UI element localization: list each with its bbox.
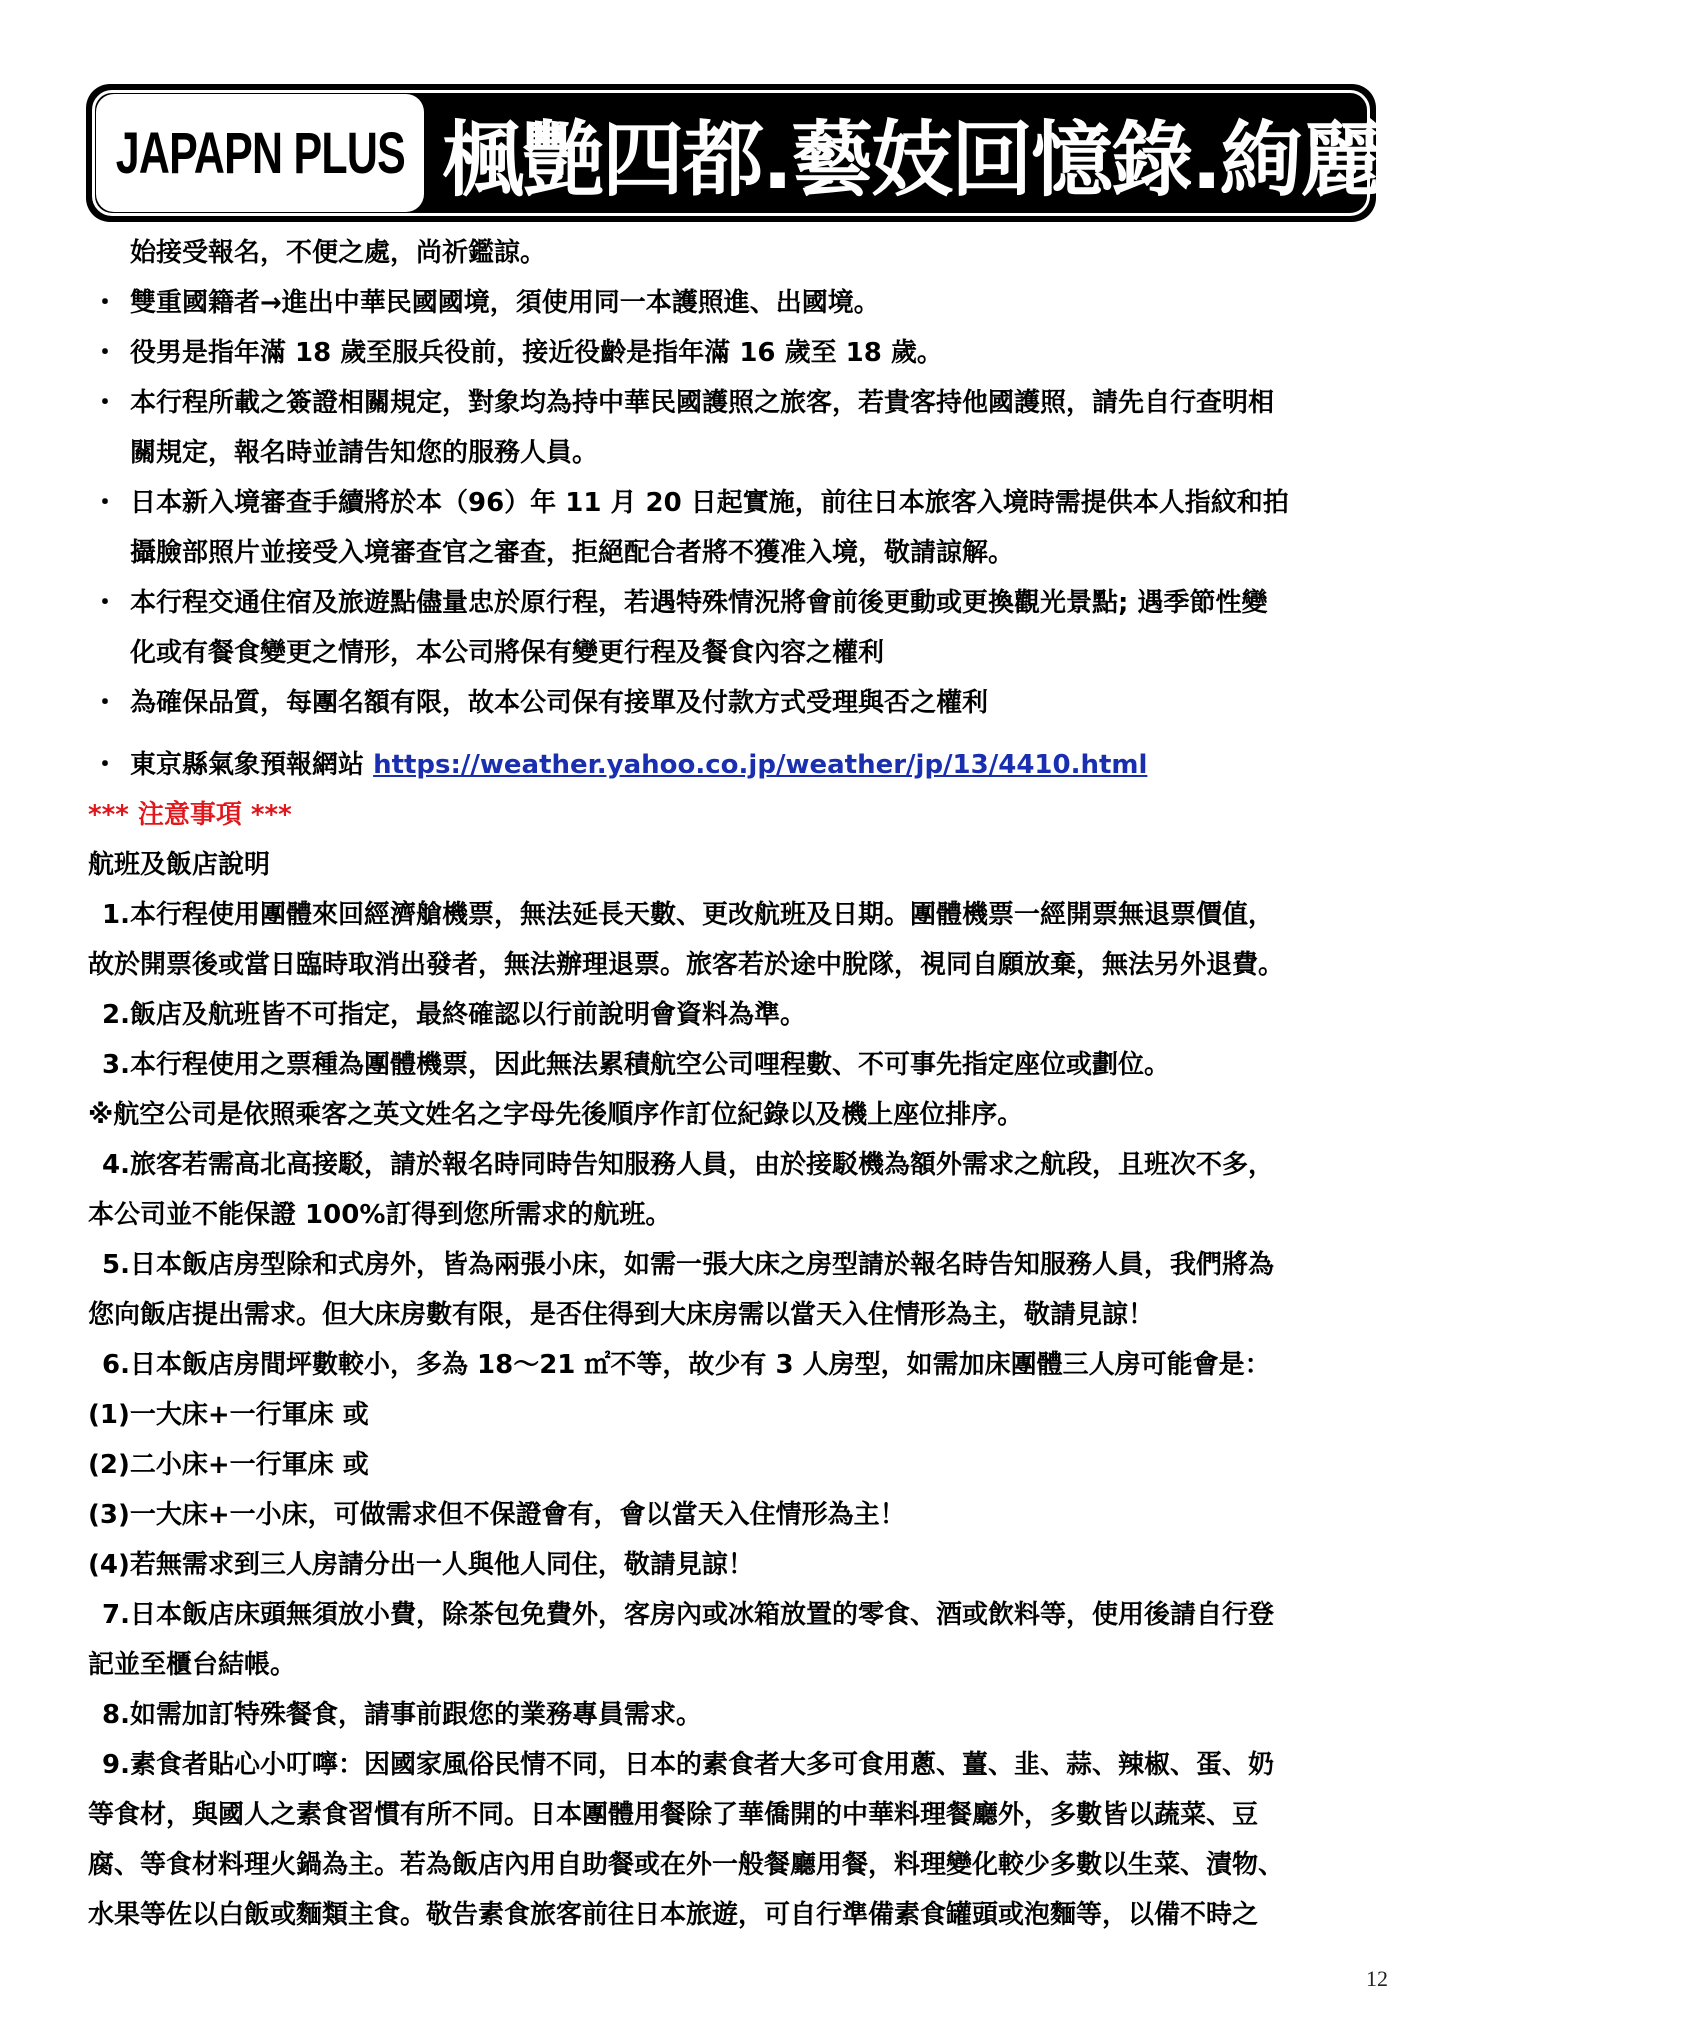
header-banner (86, 84, 1700, 222)
note-line: 9.素食者貼心小叮嚀：因國家風俗民情不同，日本的素食者大多可食用蔥、薑、韭、蒜、辣椒、蛋、奶 (102, 1750, 1274, 1780)
note-line: (1)一大床+一行軍床 或 (88, 1400, 369, 1430)
note-line: 3.本行程使用之票種為團體機票，因此無法累積航空公司哩程數、不可事先指定座位或劃位。 (102, 1050, 1170, 1080)
document-body (88, 228, 1388, 1940)
section-heading: 航班及飯店說明 (88, 850, 271, 880)
note-line: (2)二小床+一行軍床 或 (88, 1450, 369, 1480)
bullet-text: 日本新入境審查手續將於本（96）年 11 月 20 日起實施，前往日本旅客入境時需提供本人指紋和拍 (130, 488, 1289, 518)
bullet-icon: ・ (92, 750, 119, 780)
bullet-text: 雙重國籍者→進出中華民國國境，須使用同一本護照進、出國境。 (130, 288, 880, 318)
bullet-icon: ・ (92, 288, 119, 318)
bullet-item (88, 378, 1388, 478)
bullet-item (88, 328, 1388, 378)
note-line: 8.如需加訂特殊餐食，請事前跟您的業務專員需求。 (102, 1700, 702, 1730)
note-line: 腐、等食材料理火鍋為主。若為飯店內用自助餐或在外一般餐廳用餐，料理變化較少多數以生菜、漬物、 (88, 1850, 1285, 1880)
bullet-item-weather (88, 740, 1388, 790)
bullet-text: 關規定，報名時並請告知您的服務人員。 (130, 438, 599, 468)
note-line: 4.旅客若需高北高接駁，請於報名時同時告知服務人員，由於接駁機為額外需求之航段，且班次不多， (102, 1150, 1274, 1180)
bullet-icon: ・ (92, 688, 119, 718)
page-number: 12 (1366, 1966, 1388, 1991)
bullet-text: 役男是指年滿 18 歲至服兵役前，接近役齡是指年滿 16 歲至 18 歲。 (130, 338, 943, 368)
bullet-text: 本行程所載之簽證相關規定，對象均為持中華民國護照之旅客，若貴客持他國護照，請先自行查明相 (130, 388, 1275, 418)
note-line: 您向飯店提出需求。但大床房數有限，是否住得到大床房需以當天入住情形為主，敬請見諒！ (88, 1300, 1155, 1330)
note-line: 水果等佐以白飯或麵類主食。敬告素食旅客前往日本旅遊，可自行準備素食罐頭或泡麵等，以備不時之 (88, 1900, 1259, 1930)
bullet-item (88, 478, 1388, 578)
logo-box (96, 94, 424, 212)
note-line: 1.本行程使用團體來回經濟艙機票，無法延長天數、更改航班及日期。團體機票一經開票無退票價值， (102, 900, 1274, 930)
weather-line (130, 740, 1388, 790)
bullet-icon: ・ (92, 338, 119, 368)
bullet-text: 為確保品質，每團名額有限，故本公司保有接單及付款方式受理與否之權利 (130, 688, 989, 718)
weather-label: 東京縣氣象預報網站 (130, 750, 374, 780)
bullet-icon: ・ (92, 588, 119, 618)
note-line: ※航空公司是依照乘客之英文姓名之字母先後順序作訂位紀錄以及機上座位排序。 (88, 1100, 1024, 1130)
bullet-item (88, 278, 1388, 328)
intro-continuation: 始接受報名，不便之處，尚祈鑑諒。 (130, 238, 547, 268)
brand-logo: JAPAPN PLUS (115, 120, 405, 186)
page-title: 楓艷四都.藝妓回憶錄.絢麗夜景五日 (442, 112, 1700, 208)
bullet-text: 化或有餐食變更之情形，本公司將保有變更行程及餐食內容之權利 (130, 638, 885, 668)
bullet-icon: ・ (92, 388, 119, 418)
weather-link[interactable]: https://weather.yahoo.co.jp/weather/jp/13/4410.html (373, 750, 1148, 780)
bullet-text: 攝臉部照片並接受入境審查官之審查，拒絕配合者將不獲准入境，敬請諒解。 (130, 538, 1015, 568)
bullet-item (88, 578, 1388, 678)
note-line: 記並至櫃台結帳。 (88, 1650, 297, 1680)
note-line: 2.飯店及航班皆不可指定，最終確認以行前說明會資料為準。 (102, 1000, 806, 1030)
bullet-icon: ・ (92, 488, 119, 518)
note-line: 5.日本飯店房型除和式房外，皆為兩張小床，如需一張大床之房型請於報名時告知服務人員，我們將為 (102, 1250, 1274, 1280)
note-line: 本公司並不能保證 100%訂得到您所需求的航班。 (88, 1200, 672, 1230)
note-line: (4)若無需求到三人房請分出一人與他人同住，敬請見諒！ (88, 1550, 754, 1580)
note-line: 7.日本飯店床頭無須放小費，除茶包免費外，客房內或冰箱放置的零食、酒或飲料等，使用後請自行登 (102, 1600, 1274, 1630)
note-line: 等食材，與國人之素食習慣有所不同。日本團體用餐除了華僑開的中華料理餐廳外，多數皆以蔬菜、豆 (88, 1800, 1259, 1830)
notice-heading: *** 注意事項 *** (88, 800, 292, 830)
bullet-item (88, 678, 1388, 728)
note-line: (3)一大床+一小床，可做需求但不保證會有，會以當天入住情形為主！ (88, 1500, 906, 1530)
note-line: 6.日本飯店房間坪數較小，多為 18～21 ㎡不等，故少有 3 人房型，如需加床團體三人房可能會是： (102, 1350, 1271, 1380)
bullet-text: 本行程交通住宿及旅遊點儘量忠於原行程，若遇特殊情況將會前後更動或更換觀光景點; 遇季節性變 (130, 588, 1268, 618)
note-line: 故於開票後或當日臨時取消出發者，無法辦理退票。旅客若於途中脫隊，視同自願放棄，無法另外退費。 (88, 950, 1285, 980)
